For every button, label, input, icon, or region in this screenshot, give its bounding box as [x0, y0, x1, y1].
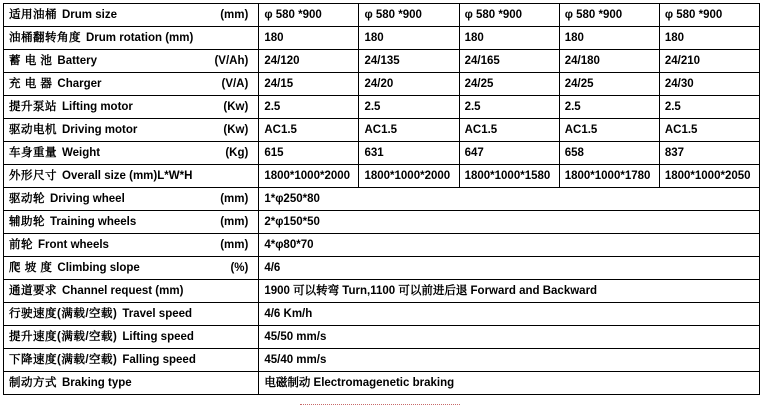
table-row — [4, 326, 760, 349]
row-label-unit: (Kw) — [223, 124, 249, 136]
row-label-cell — [4, 96, 259, 119]
row-label-cn: 适用油桶 — [9, 9, 57, 21]
row-value-cell: 24/25 — [459, 73, 559, 96]
row-value-cell: φ 580 *900 — [459, 4, 559, 27]
row-label-en: Travel speed — [122, 308, 193, 320]
row-value-cell: AC1.5 — [259, 119, 359, 142]
specification-table — [3, 3, 760, 395]
table-row — [4, 188, 760, 211]
row-label-en: Drum size — [62, 9, 117, 21]
row-label-unit: (mm) — [220, 9, 249, 21]
row-label-cn: 前轮 — [9, 239, 33, 251]
row-value-cell: 180 — [259, 27, 359, 50]
row-value-cell: 615 — [259, 142, 359, 165]
row-label-unit: (V/A) — [221, 78, 249, 90]
table-row — [4, 27, 760, 50]
row-value-cell: 24/120 — [259, 50, 359, 73]
row-label-cn: 提升泵站 — [9, 101, 57, 113]
row-label-cn: 爬 坡 度 — [9, 262, 53, 274]
table-row — [4, 211, 760, 234]
row-label-cn: 提升速度(满载/空载) — [9, 331, 118, 343]
row-label-unit: (Kg) — [225, 147, 249, 159]
row-label-en: Braking type — [62, 377, 132, 389]
row-value-cell: φ 580 *900 — [259, 4, 359, 27]
row-value-cell: 24/210 — [659, 50, 759, 73]
row-label-en: Front wheels — [38, 239, 109, 251]
row-value-cell: 1*φ250*80 — [259, 188, 760, 211]
row-value-cell: 1900 可以转弯 Turn,1100 可以前进后退 Forward and Backward — [259, 280, 760, 303]
row-label-en: Training wheels — [50, 216, 137, 228]
row-label-en: Falling speed — [122, 354, 196, 366]
row-value-cell: 180 — [559, 27, 659, 50]
row-value-cell: 4/6 — [259, 257, 760, 280]
table-row — [4, 234, 760, 257]
row-value-cell: 电磁制动 Electromagenetic braking — [259, 372, 760, 395]
table-body — [4, 4, 760, 395]
table-row — [4, 372, 760, 395]
row-value-cell: 1800*1000*2050 — [659, 165, 759, 188]
row-label-en: Lifting motor — [62, 101, 133, 113]
row-value-cell: 2.5 — [359, 96, 459, 119]
row-label-unit: (mm) — [220, 216, 249, 228]
row-label-en: Weight — [62, 147, 101, 159]
row-label-cell — [4, 50, 259, 73]
row-label-en: Lifting speed — [122, 331, 194, 343]
row-value-cell: AC1.5 — [459, 119, 559, 142]
row-label-unit: (%) — [230, 262, 249, 274]
row-value-cell: 180 — [359, 27, 459, 50]
row-label-cell — [4, 142, 259, 165]
row-value-cell: 1800*1000*2000 — [359, 165, 459, 188]
row-value-cell: 24/165 — [459, 50, 559, 73]
table-row — [4, 96, 760, 119]
row-label-cn: 辅助轮 — [9, 216, 45, 228]
row-value-cell: 631 — [359, 142, 459, 165]
table-row — [4, 257, 760, 280]
row-label-en: Battery — [57, 55, 98, 67]
row-label-cell — [4, 4, 259, 27]
row-value-cell: 45/50 mm/s — [259, 326, 760, 349]
row-value-cell: 658 — [559, 142, 659, 165]
row-value-cell: AC1.5 — [559, 119, 659, 142]
row-label-cell — [4, 188, 259, 211]
row-value-cell: 24/135 — [359, 50, 459, 73]
row-value-cell: φ 580 *900 — [659, 4, 759, 27]
row-label-en: Driving motor — [62, 124, 138, 136]
row-label-cell — [4, 27, 259, 50]
page-bottom-marker — [300, 404, 460, 408]
row-value-cell: 2*φ150*50 — [259, 211, 760, 234]
row-label-unit: (mm) — [220, 239, 249, 251]
row-value-cell: 24/30 — [659, 73, 759, 96]
row-label-cn: 充 电 器 — [9, 78, 53, 90]
table-row — [4, 165, 760, 188]
row-value-cell: AC1.5 — [359, 119, 459, 142]
row-label-en: Climbing slope — [57, 262, 140, 274]
row-label-cn: 制动方式 — [9, 377, 57, 389]
table-row — [4, 4, 760, 27]
row-value-cell: 647 — [459, 142, 559, 165]
row-label-en: Driving wheel — [50, 193, 125, 205]
row-label-cell — [4, 211, 259, 234]
row-label-cn: 外形尺寸 — [9, 170, 57, 182]
table-row — [4, 73, 760, 96]
table-row — [4, 303, 760, 326]
row-label-cn: 通道要求 — [9, 285, 57, 297]
row-label-cell — [4, 349, 259, 372]
table-row — [4, 349, 760, 372]
table-row — [4, 142, 760, 165]
row-value-cell: 24/15 — [259, 73, 359, 96]
row-label-cell — [4, 303, 259, 326]
row-label-cell — [4, 119, 259, 142]
row-label-cn: 行驶速度(满载/空载) — [9, 308, 118, 320]
row-value-cell: 1800*1000*1580 — [459, 165, 559, 188]
row-label-en: Channel request (mm) — [62, 285, 184, 297]
row-label-cell — [4, 280, 259, 303]
row-value-cell: 24/25 — [559, 73, 659, 96]
row-label-en: Overall size (mm)L*W*H — [62, 170, 193, 182]
row-label-cn: 驱动轮 — [9, 193, 45, 205]
row-label-cell — [4, 326, 259, 349]
row-value-cell: 1800*1000*2000 — [259, 165, 359, 188]
row-value-cell: φ 580 *900 — [559, 4, 659, 27]
row-label-unit: (V/Ah) — [214, 55, 249, 67]
row-value-cell: φ 580 *900 — [359, 4, 459, 27]
row-label-cell — [4, 257, 259, 280]
row-value-cell: 2.5 — [459, 96, 559, 119]
row-value-cell: 45/40 mm/s — [259, 349, 760, 372]
row-label-cn: 油桶翻转角度 — [9, 32, 81, 44]
row-label-cell — [4, 73, 259, 96]
row-value-cell: 24/180 — [559, 50, 659, 73]
row-value-cell: 2.5 — [559, 96, 659, 119]
row-label-cell — [4, 372, 259, 395]
row-value-cell: 2.5 — [259, 96, 359, 119]
row-value-cell: 180 — [459, 27, 559, 50]
table-row — [4, 119, 760, 142]
row-value-cell: 1800*1000*1780 — [559, 165, 659, 188]
row-value-cell: 4/6 Km/h — [259, 303, 760, 326]
row-label-cn: 下降速度(满载/空载) — [9, 354, 118, 366]
row-value-cell: AC1.5 — [659, 119, 759, 142]
row-value-cell: 2.5 — [659, 96, 759, 119]
row-value-cell: 837 — [659, 142, 759, 165]
row-label-cn: 车身重量 — [9, 147, 57, 159]
row-label-cell — [4, 165, 259, 188]
row-label-cell — [4, 234, 259, 257]
row-label-cn: 驱动电机 — [9, 124, 57, 136]
table-row — [4, 280, 760, 303]
row-label-en: Charger — [57, 78, 102, 90]
row-label-unit: (Kw) — [223, 101, 249, 113]
row-label-en: Drum rotation (mm) — [86, 32, 194, 44]
row-value-cell: 4*φ80*70 — [259, 234, 760, 257]
row-label-cn: 蓄 电 池 — [9, 55, 53, 67]
table-row — [4, 50, 760, 73]
row-label-unit: (mm) — [220, 193, 249, 205]
row-value-cell: 24/20 — [359, 73, 459, 96]
row-value-cell: 180 — [659, 27, 759, 50]
